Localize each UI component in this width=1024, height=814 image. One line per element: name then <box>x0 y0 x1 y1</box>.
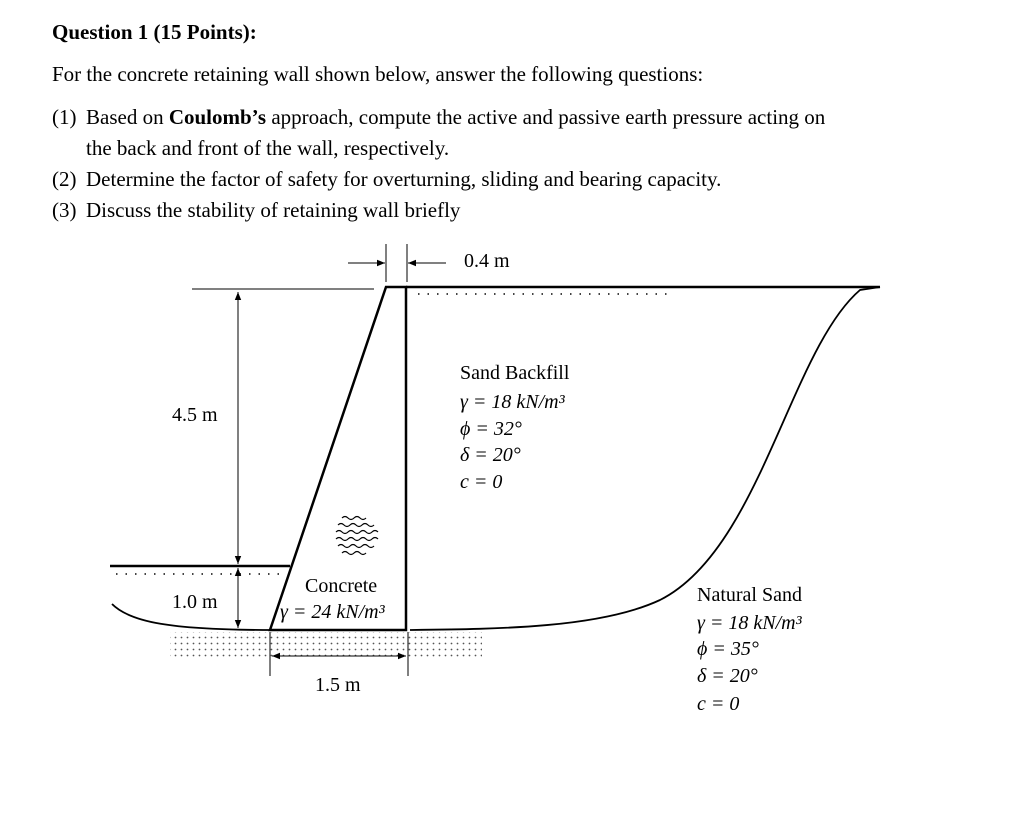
part-1-text-bold: Coulomb’s <box>168 105 267 129</box>
backfill-delta: δ = 20° <box>460 444 521 466</box>
natural-c: c = 0 <box>697 693 740 715</box>
part-3-number: (3) <box>52 198 77 222</box>
part-3-text: Discuss the stability of retaining wall briefly <box>86 198 461 222</box>
part-2-number: (2) <box>52 167 77 191</box>
natural-phi: ϕ = 35° <box>697 638 759 660</box>
concrete-gamma: γ = 24 kN/m³ <box>280 601 385 623</box>
backfill-name: Sand Backfill <box>460 362 570 384</box>
question-title: Question 1 (15 Points): <box>52 20 257 44</box>
height-total-label: 4.5 m <box>172 404 218 426</box>
part-2-text: Determine the factor of safety for overturning, sliding and bearing capacity. <box>86 167 722 191</box>
natural-name: Natural Sand <box>697 584 802 606</box>
backfill-phi: ϕ = 32° <box>460 418 522 440</box>
part-1-continuation: the back and front of the wall, respectively. <box>86 136 450 160</box>
height-embed-label: 1.0 m <box>172 591 218 613</box>
top-width-label: 0.4 m <box>464 250 510 272</box>
part-1-text-post: approach, compute the active and passive earth pressure acting on <box>266 105 826 129</box>
part-1-text-pre: Based on <box>86 105 169 129</box>
natural-delta: δ = 20° <box>697 665 758 687</box>
part-1-number: (1) <box>52 105 77 129</box>
backfill-gamma: γ = 18 kN/m³ <box>460 391 565 413</box>
base-width-label: 1.5 m <box>315 674 361 696</box>
question-intro: For the concrete retaining wall shown below, answer the following questions: <box>52 62 704 86</box>
backfill-c: c = 0 <box>460 471 503 493</box>
concrete-name: Concrete <box>305 575 378 597</box>
natural-gamma: γ = 18 kN/m³ <box>697 612 802 634</box>
